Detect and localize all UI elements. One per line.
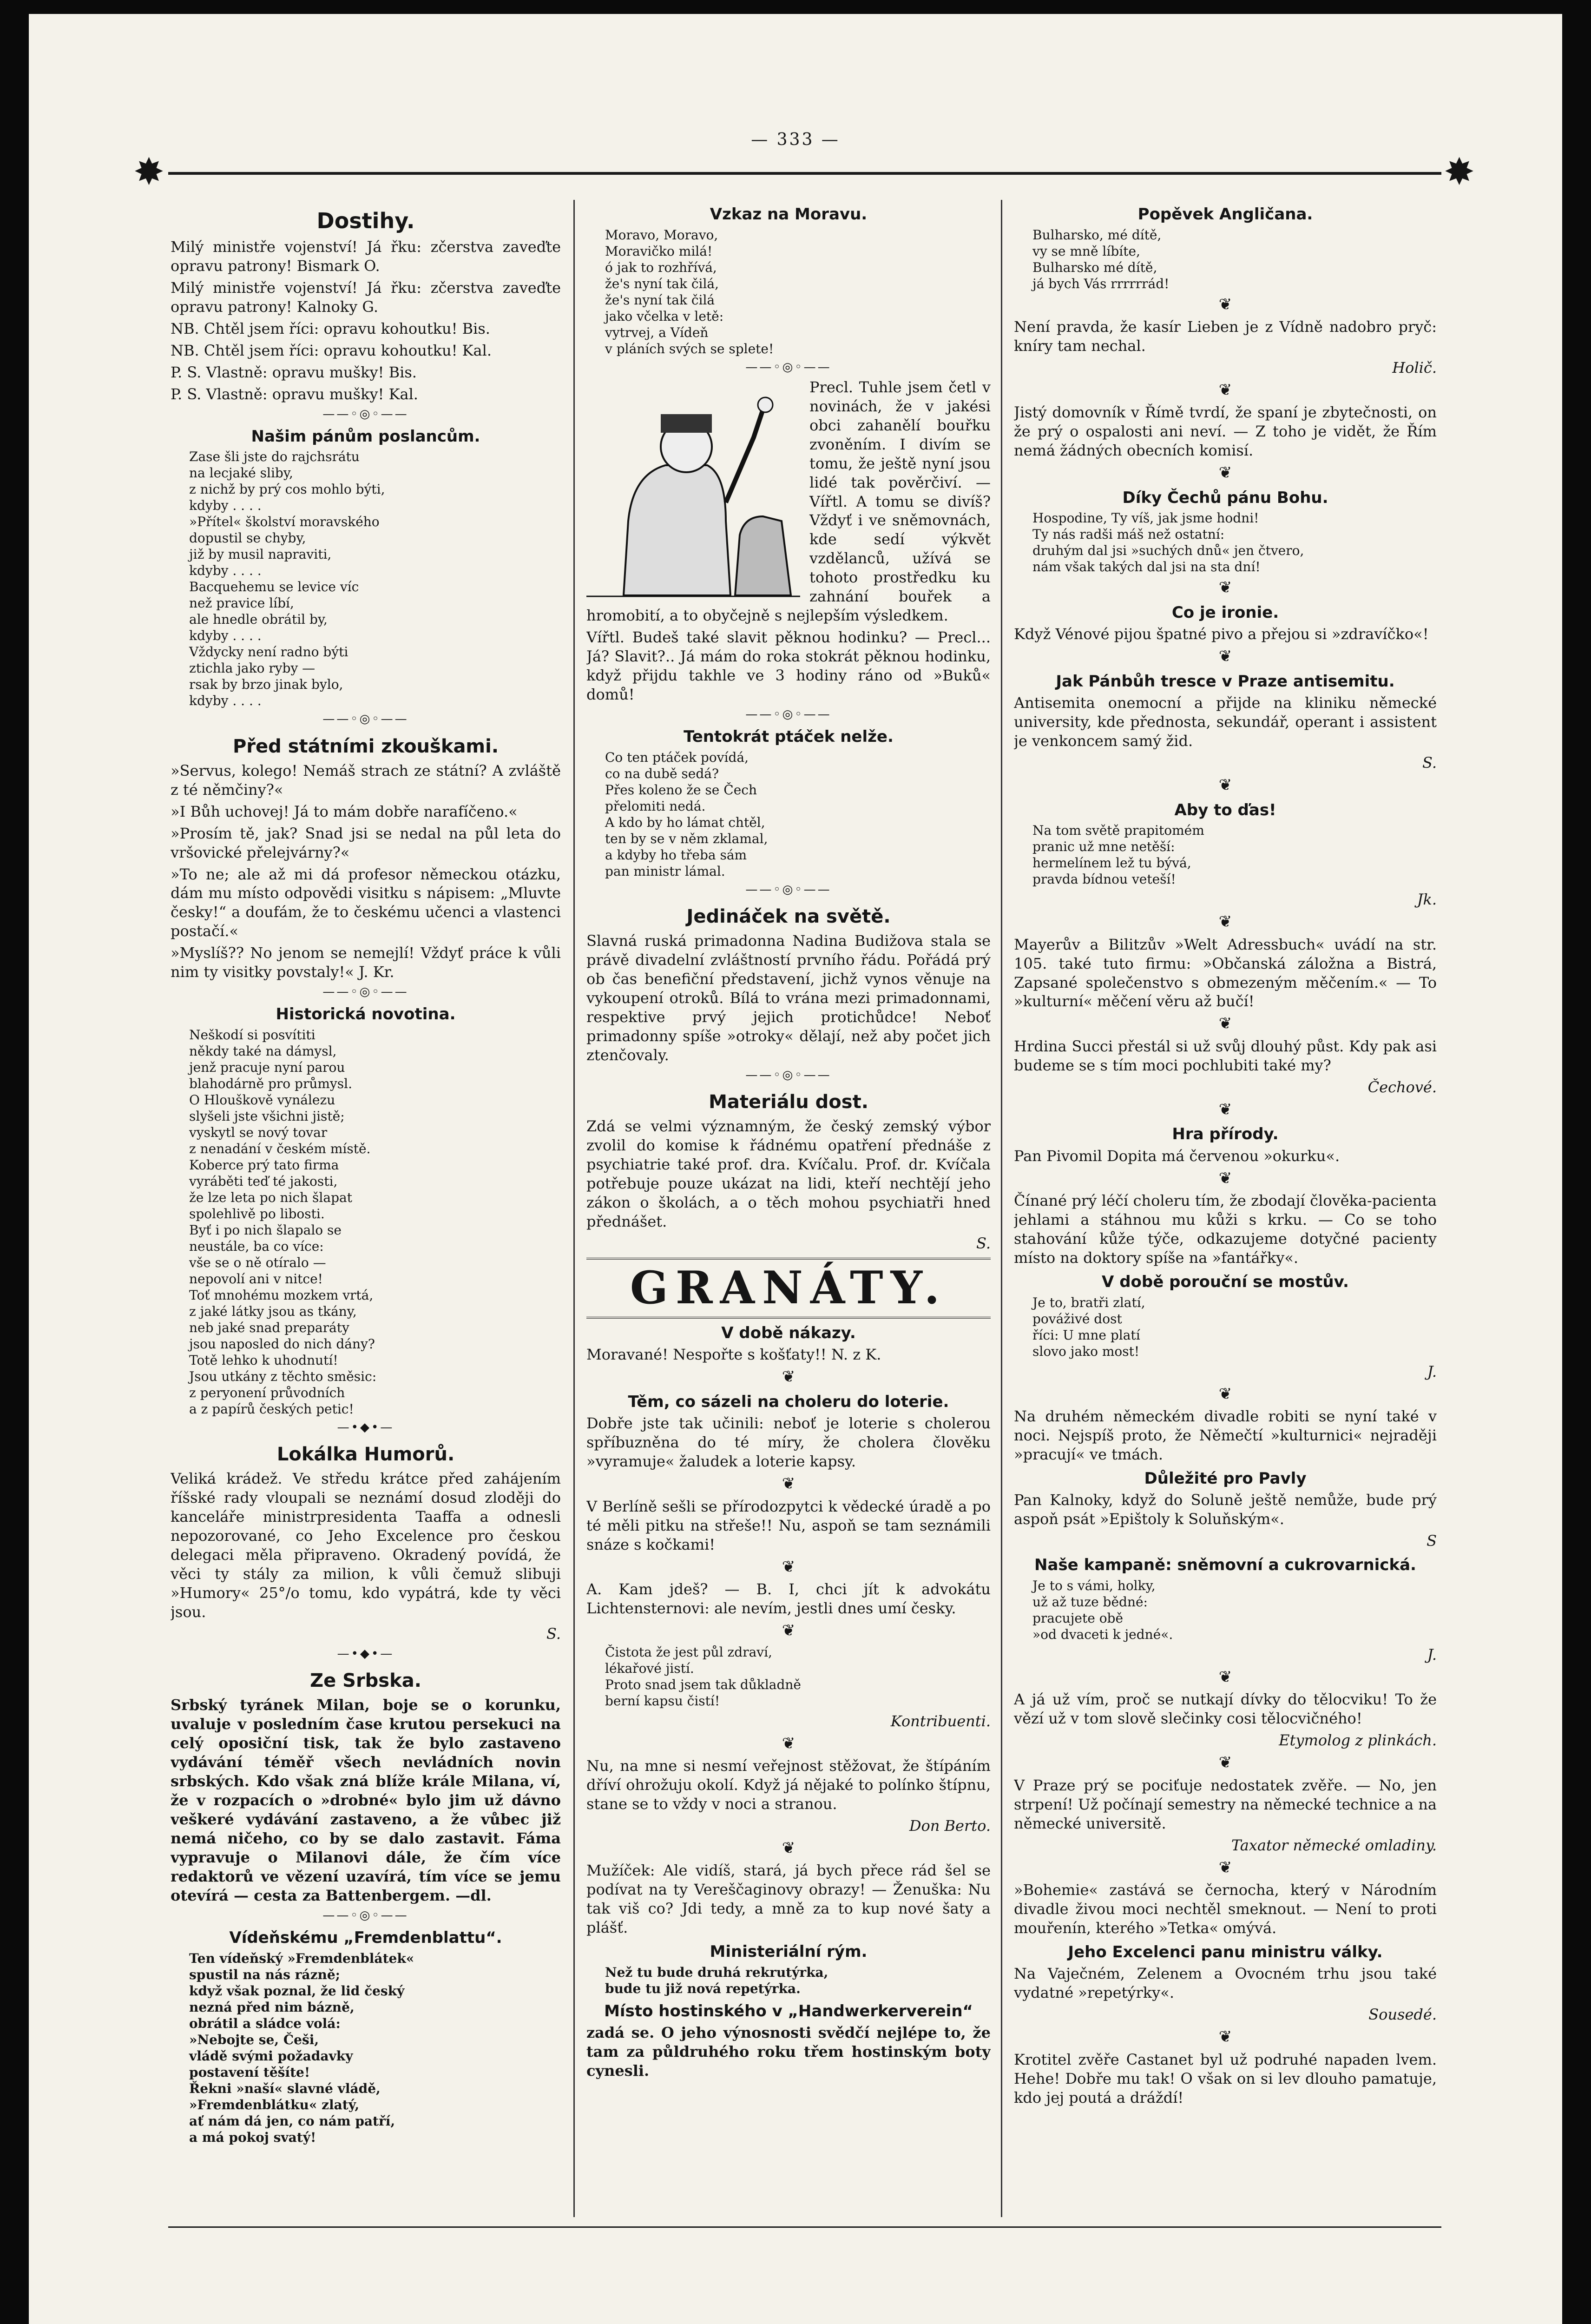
- column-rule-2: [1001, 200, 1002, 2217]
- column-middle: [586, 200, 991, 2222]
- divider: ——◦◎◦——: [745, 882, 832, 897]
- article-text: Čínané prý léčí choleru tím, že zbodají člověka-pacienta jehlami a stáhnou mu kůži s krku. — Co se toho stahování kůže týče, odkazujeme dotyčné pacienty místo na doktory spíše na »fantářky«.: [1014, 1192, 1437, 1267]
- poem: Čistota že jest půl zdraví, lékařové jistí. Proto snad jsem tak důkladně berní kapsu čistí!: [605, 1644, 801, 1709]
- article-title: Vzkaz na Moravu.: [710, 205, 868, 224]
- dostihy-line: Milý ministře vojenství! Já řku: zčerstva zaveďte opravu patrony! Bismark O.: [171, 238, 561, 275]
- article-title: Místo hostinského v „Handwerkerverein“: [604, 2001, 973, 2020]
- divider: ——◦◎◦——: [322, 712, 409, 726]
- granaty-heading: GRANÁTY.: [586, 1258, 991, 1319]
- article-text: V Praze prý se pociťuje nedostatek zvěře. — No, jen strpení! Už počínají semestry na německé technice a na německé universitě.: [1014, 1776, 1437, 1832]
- article-title: Popěvek Angličana.: [1137, 205, 1313, 224]
- article-title: Jedináček na světě.: [686, 906, 891, 928]
- page-number: — 333 —: [751, 130, 840, 149]
- article-text: Mužíček: Ale vidíš, stará, já bych přece rád šel se podívat na ty Vereščaginovy obrazy! — Ženuška: Nu tak viš co? Jdi tedy, a mně za to kup nové šaty a plášť.: [586, 1862, 991, 1937]
- signature: S.: [1422, 754, 1437, 772]
- article-text: Antisemita onemocní a přijde na kliniku německé university, kde přednosta, sekundář, operant i assistent je venkoncem samý žid.: [1014, 694, 1437, 750]
- signature: Etymolog z plinkách.: [1279, 1731, 1437, 1750]
- ornament-icon: ❦: [1218, 295, 1232, 314]
- article-title: Historická novotina.: [276, 1005, 456, 1024]
- ornament-icon: ❦: [1218, 1169, 1232, 1188]
- article-text: V Berlíně sešli se přírodozpytci k vědecké úradě a po té měli pitku na střeše!! Nu, aspoň se tam seznámili snáze s kočkami!: [586, 1497, 991, 1553]
- article-text: A já už vím, proč se nutkají dívky do tělocviku! To že vězí už v tom slově slečinky cosi tělocvičného!: [1014, 1690, 1437, 1728]
- article-title: Materiálu dost.: [709, 1091, 868, 1113]
- article-title: Lokálka Humorů.: [276, 1444, 455, 1466]
- ornament-icon: ❦: [1218, 647, 1232, 666]
- ornament-icon: ❦: [1218, 1384, 1232, 1403]
- poem: Bulharsko, mé dítě, vy se mně líbíte, Bulharsko mé dítě, já bych Vás rrrrrrád!: [1032, 227, 1170, 291]
- signature: Sousedé.: [1368, 2006, 1437, 2024]
- poem: Ten vídeňský »Fremdenblátek« spustil na nás rázně; když však poznal, že lid český nezná před nim bázně, obrátil a sládce volá: »Nebojte se, Češi, vládě svými požadavky postavení těšíte! Řekni »naší« slavné vládě, »Fremdenblátku« zlatý, ať nám dá jen, co nám patří, a má pokoj svatý!: [189, 1950, 414, 2145]
- ornament-icon: ❦: [1218, 1100, 1232, 1119]
- article-title: Co je ironie.: [1171, 603, 1279, 622]
- dostihy-line: Milý ministře vojenství! Já řku: zčerstva zaveďte opravu patrony! Kalnoky G.: [171, 278, 561, 316]
- article-text: zadá se. O jeho výnosnosti svědčí nejlépe to, že tam za půldruhého roku třem hostinským boty cynesli.: [586, 2024, 991, 2080]
- ornament-icon: ❦: [782, 1621, 796, 1640]
- article-text: Na druhém německém divadle robiti se nyní také v noci. Nejspíš proto, že Němečtí »kulturnici« nejraději »pracují« ve tmách.: [1014, 1407, 1437, 1464]
- article-text: Slavná ruská primadonna Nadina Budižova stala se právě divadelní zvláštností prvního řádu. Pořádá prý ob čas benefiční představení, jichž vynos věnuje na vykoupení otroků. Bílá to vrána mezi primadonnami, respektive prvý jejich protichůdce! Neboť primadonny spíše »otroky« dělají, než aby počet jich ztenčovaly.: [586, 932, 991, 1064]
- column-rule-1: [573, 200, 575, 2217]
- ornament-icon: ❦: [782, 1367, 796, 1386]
- dialogue: [171, 761, 561, 982]
- ornament-icon: ❦: [782, 1734, 796, 1753]
- bottom-rule: [168, 2226, 1441, 2228]
- signature: Kontribuenti.: [890, 1712, 991, 1730]
- article-title: Dostihy.: [316, 208, 415, 233]
- divider: ——◦◎◦——: [745, 1068, 832, 1082]
- poem: Na tom světě prapitomém pranic už mne netěší: hermelínem lež tu bývá, pravda bídnou veteší!: [1032, 823, 1204, 887]
- article-text: Pan Pivomil Dopita má červenou »okurku«.: [1014, 1147, 1340, 1165]
- article-title: Před státními zkouškami.: [232, 735, 499, 757]
- article-text: Veliká krádež. Ve středu krátce před zahájením říšské rady vloupali se neznámí dosud zloději do kanceláře ministrpresidenta Taaffa a odnesli nepozorované, co Jeho Excelence pro českou delegaci měla připraveno. Okradený povídá, že věci ty stály za milion, k vůli čemuž slibuji »Humory« 25°/o tomu, kdo vypátrá, kde ty věci jsou.: [171, 1470, 561, 1621]
- column-left: [171, 200, 561, 2222]
- article-text: Jistý domovník v Římě tvrdí, že spaní je zbytečnosti, on že prý o ospalosti ani neví. — Z toho je vidět, že Řím nemá žádných obecních komisí.: [1014, 403, 1437, 460]
- ornament-icon: ❦: [782, 1474, 796, 1493]
- dialogue-line: »Myslíš?? No jenom se nemejlí! Vždyť práce k vůli nim ty visitky povstaly!« J. Kr.: [171, 944, 561, 981]
- ornament-icon: ❦: [1218, 1753, 1232, 1772]
- article-text: Není pravda, že kasír Lieben je z Vídně nadobro pryč: kníry tam nechal.: [1014, 318, 1437, 355]
- ornament-icon: ❦: [1218, 578, 1232, 597]
- poem: Moravo, Moravo, Moravičko milá! ó jak to rozhřívá, že's nyní tak čilá, že's nyní tak čilá jako včelka v letě: vytrvej, a Vídeň v pláních svých se splete!: [605, 227, 774, 357]
- dialogue-line: »To ne; ale až mi dá profesor německou otázku, dám mu místo odpovědi visitku s nápisem: „Mluvte česky!“ a doufám, že to českému učenci a vlastenci postačí.«: [171, 865, 561, 940]
- dialogue-line: »Prosím tě, jak? Snad jsi se nedal na půl leta do vršovické přelejvárny?«: [171, 824, 561, 861]
- divider: —•◆•—: [337, 1647, 394, 1661]
- article-title: Díky Čechů pánu Bohu.: [1122, 488, 1328, 507]
- signature: S: [1427, 1532, 1437, 1550]
- ornament-icon: ❦: [1218, 1858, 1232, 1877]
- article-title: Hra přírody.: [1172, 1125, 1279, 1144]
- corner-ornament-left-icon: ✸: [133, 150, 165, 193]
- signature: Taxator německé omladiny.: [1231, 1836, 1437, 1854]
- poem: Hospodine, Ty víš, jak jsme hodni! Ty nás radši máš než ostatní: druhým dal jsi »suchých dnů« jen čtvero, nám však takých dal jsi na sta dní!: [1032, 510, 1304, 575]
- article-title: V době porouční se mostův.: [1102, 1273, 1349, 1292]
- ornament-icon: ❦: [1218, 776, 1232, 795]
- article-title: Důležité pro Pavly: [1144, 1469, 1307, 1488]
- ornament-icon: ❦: [1218, 463, 1232, 482]
- article-title: Naše kampaně: sněmovní a cukrovarnická.: [1034, 1556, 1416, 1575]
- ornament-icon: ❦: [1218, 1014, 1232, 1033]
- ornament-icon: ❦: [1218, 380, 1232, 399]
- article-title: Jeho Excelenci panu ministru války.: [1068, 1942, 1383, 1961]
- ornament-icon: ❦: [1218, 2027, 1232, 2047]
- divider: ——◦◎◦——: [745, 707, 832, 721]
- dialogue-text: Vířtl. Budeš také slavit pěknou hodinku? — Precl... Já? Slavit?.. Já mám do roka stokrát pěknou hodinku, když přijdu takhle ve 3 hodiny ráno od »Buků« domů!: [586, 628, 991, 704]
- poem: Co ten ptáček povídá, co na dubě sedá? Přes koleno že se Čech přelomiti nedá. A kdo by ho lámat chtěl, ten by se v něm zklamal, a kdyby ho třeba sám pan ministr lámal.: [605, 749, 768, 879]
- poem: Je to, bratři zlatí, pováživé dost říci: U mne platí slovo jako most!: [1032, 1294, 1145, 1359]
- dostihy-lines: [171, 238, 561, 404]
- article-title: Ministeriální rým.: [710, 1942, 868, 1961]
- ornament-icon: ❦: [782, 1557, 796, 1576]
- divider: —•◆•—: [337, 1420, 394, 1434]
- article-text: Nu, na mne si nesmí veřejnost stěžovat, že štípáním dříví ohrožuju okolí. Když já nějaké to polínko štípnu, stane se to vždy v noci a stranou.: [586, 1757, 991, 1813]
- signature: S.: [546, 1625, 561, 1643]
- article-title: Vídeňskému „Fremdenblattu“.: [229, 1928, 502, 1948]
- article-title: Ze Srbska.: [310, 1670, 421, 1692]
- dostihy-line: P. S. Vlastně: opravu mušky! Bis.: [171, 363, 417, 381]
- divider: ——◦◎◦——: [745, 360, 832, 374]
- signature: Holič.: [1392, 358, 1437, 376]
- article-text: Na Vaječném, Zelenem a Ovocném trhu jsou také vydatné »repetýrky«.: [1014, 1965, 1437, 2002]
- article-text: Pan Kalnoky, když do Soluně ještě nemůže, bude prý aspoň psát »Epištoly k Soluňským«.: [1014, 1491, 1437, 1528]
- poem: Neškodí si posvítiti někdy také na dámysl, jenž pracuje nyní parou blahodárně pro průmysl. O Hlouškově vynálezu slyšeli jste všichni jistě; vyskytl se nový tovar z nenadání v českém místě. Koberce prý tato firma vyráběti teď té jakosti, že lze leta po nich šlapat spolehlivě po libosti. Byť i po nich šlapalo se neustále, ba co více: vše se o ně otíralo — nepovolí ani v nitce! Toť mnohému mozkem vrtá, z jaké látky jsou as tkány, neb jaké snad preparáty jsou naposled do nich dány? Totě lehko k uhodnutí! Jsou utkány z těchto směsic: z peryonení průvodních a z papírů českých petic!: [189, 1027, 377, 1417]
- article-title: Tentokrát ptáček nelže.: [684, 727, 894, 746]
- divider: ——◦◎◦——: [322, 1908, 409, 1922]
- article-title: Jak Pánbůh tresce v Praze antisemitu.: [1056, 672, 1395, 691]
- signature: Čechové.: [1367, 1078, 1437, 1096]
- dostihy-line: P. S. Vlastně: opravu mušky! Kal.: [171, 385, 418, 403]
- column-right: [1014, 200, 1437, 2222]
- ornament-icon: ❦: [1218, 1667, 1232, 1686]
- signature: Jk.: [1417, 891, 1437, 909]
- top-rule: [168, 172, 1441, 175]
- article-text: Zdá se velmi významným, že český zemský výbor zvolil do komise k řádnému opatření přednáše z psychiatrie také prof. dra. Kvíčalu. Prof. dr. Kvíčala potřebuje pouze ukázat na lidi, kteří nechtějí jeho zákon o školách, a o těch mohou psychiatři hned přednášet.: [586, 1117, 991, 1231]
- poem: Je to s vámi, holky, už až tuze bědné: pracujete obě »od dvaceti k jedné«.: [1032, 1578, 1173, 1642]
- ornament-icon: ❦: [1218, 912, 1232, 931]
- article-text: A. Kam jdeš? — B. I, chci jít k advokátu Lichtensternovi: ale nevím, jestli dnes umí česky.: [586, 1580, 991, 1618]
- subheading: V době nákazy.: [721, 1323, 856, 1342]
- signature: Don Berto.: [909, 1816, 991, 1835]
- divider: ——◦◎◦——: [322, 407, 409, 421]
- dostihy-line: NB. Chtěl jsem říci: opravu kohoutku! Kal.: [171, 341, 492, 359]
- poem: Než tu bude druhá rekrutýrka, bude tu již nová repetýrka.: [605, 1964, 828, 1996]
- article-text: Když Vénové pijou špatné pivo a přejou si »zdravíčko«!: [1014, 625, 1429, 643]
- newspaper-page: [29, 14, 1562, 2324]
- signature: S.: [976, 1235, 991, 1253]
- article-text: Krotitel zvěře Castanet byl už podruhé napaden lvem. Hehe! Dobře mu tak! O však on si lev dlouho pamatuje, kdo jej poutá a dráždí!: [1014, 2050, 1437, 2106]
- article-text: Dobře jste tak učinili: neboť je loterie s cholerou spříbuzněna do té míry, že cholera člověku »vyramuje« žaludek a loterie kapsy.: [586, 1414, 991, 1471]
- signature: J.: [1427, 1645, 1437, 1664]
- dostihy-line: NB. Chtěl jsem říci: opravu kohoutku! Bis.: [171, 319, 490, 337]
- article-text: Hrdina Succi přestál si už svůj dlouhý půst. Kdy pak asi budeme se s tím moci pochlubiti také my?: [1014, 1037, 1437, 1074]
- article-text: Mayerův a Bilitzův »Welt Adressbuch« uvádí na str. 105. také tuto firmu: »Občanská záložna a Bistrá, Zapsané společenstvo s obmezeným měčením.« — To »kulturní« měčení věru až bučí!: [1014, 935, 1437, 1010]
- cartoon-two-men-illustration: [586, 382, 800, 600]
- poem: Zase šli jste do rajchsrátu na lecjaké sliby, z nichž by prý cos mohlo býti, kdyby . . . . »Přítel« školství moravského dopustil se chyby, již by musil napraviti, kdyby . . . . Bacquehemu se levice víc než pravice líbí, ale hnedle obrátil by, kdyby . . . . Vždycky není radno býti ztichla jako ryby — rsak by brzo jinak bylo, kdyby . . . .: [189, 449, 385, 709]
- dialogue-line: »I Bůh uchovej! Já to mám dobře narafíčeno.«: [171, 802, 518, 820]
- signature: J.: [1427, 1362, 1437, 1380]
- article-text: Moravané! Nespořte s košťaty!! N. z K.: [586, 1346, 881, 1364]
- article-text: »Bohemie« zastává se černocha, který v Národním divadle živou moci nechtěl smeknout. — Není to proti mouřenín, kterého »Tetka« omývá.: [1014, 1881, 1437, 1937]
- dialogue-text: Precl. Tuhle jsem četl v novinách, že v jakési obci zahanělí bouřku zvoněním. I divím se tomu, že ještě nyní jsou lidé tak pověrčiví. — Vířtl. A tomu se divíš? Vždyť i ve sněmovnách, kde sedí výkvět vzdělanců, užívá se tohoto prostředku ku zahnání bouřek a hromobití, a to obyčejně s nejlepším výsledkem.: [586, 378, 991, 625]
- article-text: Srbský tyránek Milan, boje se o korunku, uvaluje v posledním čase krutou persekuci na celý oposiční tisk, tak že bylo zastaveno vydávání téměř všech nevládních novin srbských. Kdo však zná blíže krále Milana, ví, že v rozpacích o »drobné« bylo jim už dávno veškeré vydávání zastaveno, a že vůbec již nemá ničeho, co by se dalo zastavit. Fáma vypravuje o Milanovi dále, že čím více redaktorů ve vězení uzavírá, tím více se jemu otevírá — cesta za Battenbergem. —dl.: [171, 1696, 561, 1905]
- divider: ——◦◎◦——: [322, 985, 409, 999]
- dialogue-line: »Servus, kolego! Nemáš strach ze státní? A zvláště z té němčiny?«: [171, 761, 561, 799]
- article-title: Aby to ďas!: [1174, 800, 1276, 819]
- corner-ornament-right-icon: ✸: [1444, 150, 1475, 193]
- article-title: Těm, co sázeli na choleru do loterie.: [628, 1392, 949, 1411]
- ornament-icon: ❦: [782, 1838, 796, 1857]
- article-title: Našim pánům poslancům.: [251, 427, 480, 446]
